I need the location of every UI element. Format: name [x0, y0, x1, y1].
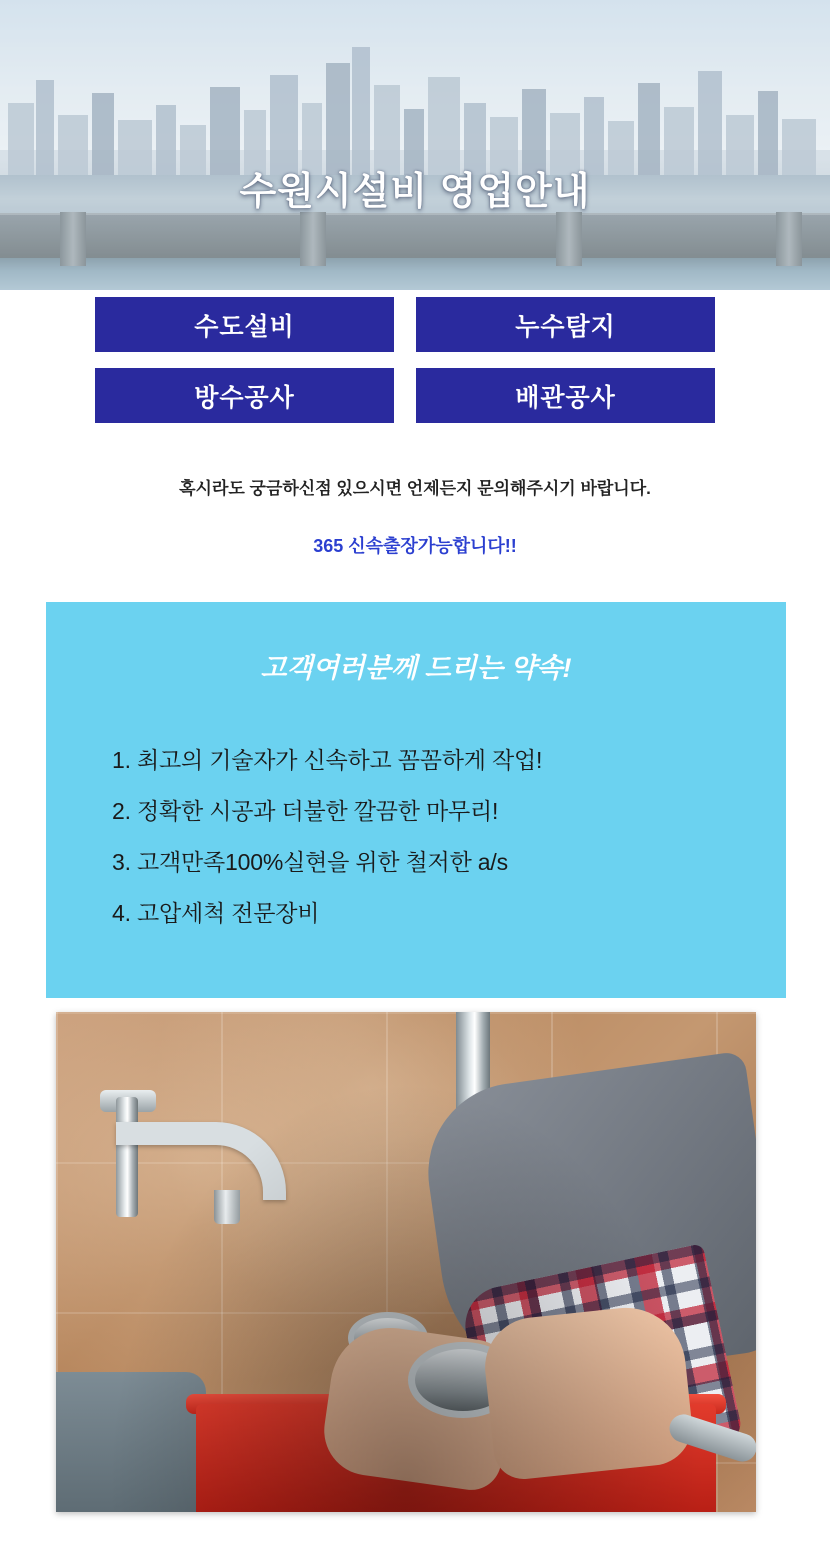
notice-highlight: 365 신속출장가능합니다!! — [313, 536, 517, 556]
notice-text: 혹시라도 궁금하신점 있으시면 언제든지 문의해주시기 바랍니다. — [179, 479, 651, 498]
service-button-water-facility[interactable]: 수도설비 — [95, 297, 394, 352]
list-item: 2. 정확한 시공과 더불한 깔끔한 마무리! — [112, 798, 499, 824]
page-title: 수원시설비 영업안내 — [239, 171, 591, 213]
service-button-piping[interactable]: 배관공사 — [416, 368, 715, 423]
hero-banner — [0, 0, 830, 290]
promise-title: 고객여러분께 드리는 약속! — [260, 653, 572, 683]
list-item: 1. 최고의 기술자가 신속하고 꼼꼼하게 작업! — [112, 747, 543, 773]
service-button-group — [95, 297, 715, 423]
plumbing-work-photo — [56, 1012, 756, 1512]
service-button-leak-detection[interactable]: 누수탐지 — [416, 297, 715, 352]
service-button-waterproofing[interactable]: 방수공사 — [95, 368, 394, 423]
promise-panel — [46, 602, 786, 998]
list-item: 3. 고객만족100%실현을 위한 철저한 a/s — [112, 849, 508, 875]
photo-vignette — [56, 1012, 756, 1512]
promise-list — [112, 742, 542, 946]
list-item: 4. 고압세척 전문장비 — [112, 900, 320, 926]
hero-overlay — [0, 0, 830, 290]
